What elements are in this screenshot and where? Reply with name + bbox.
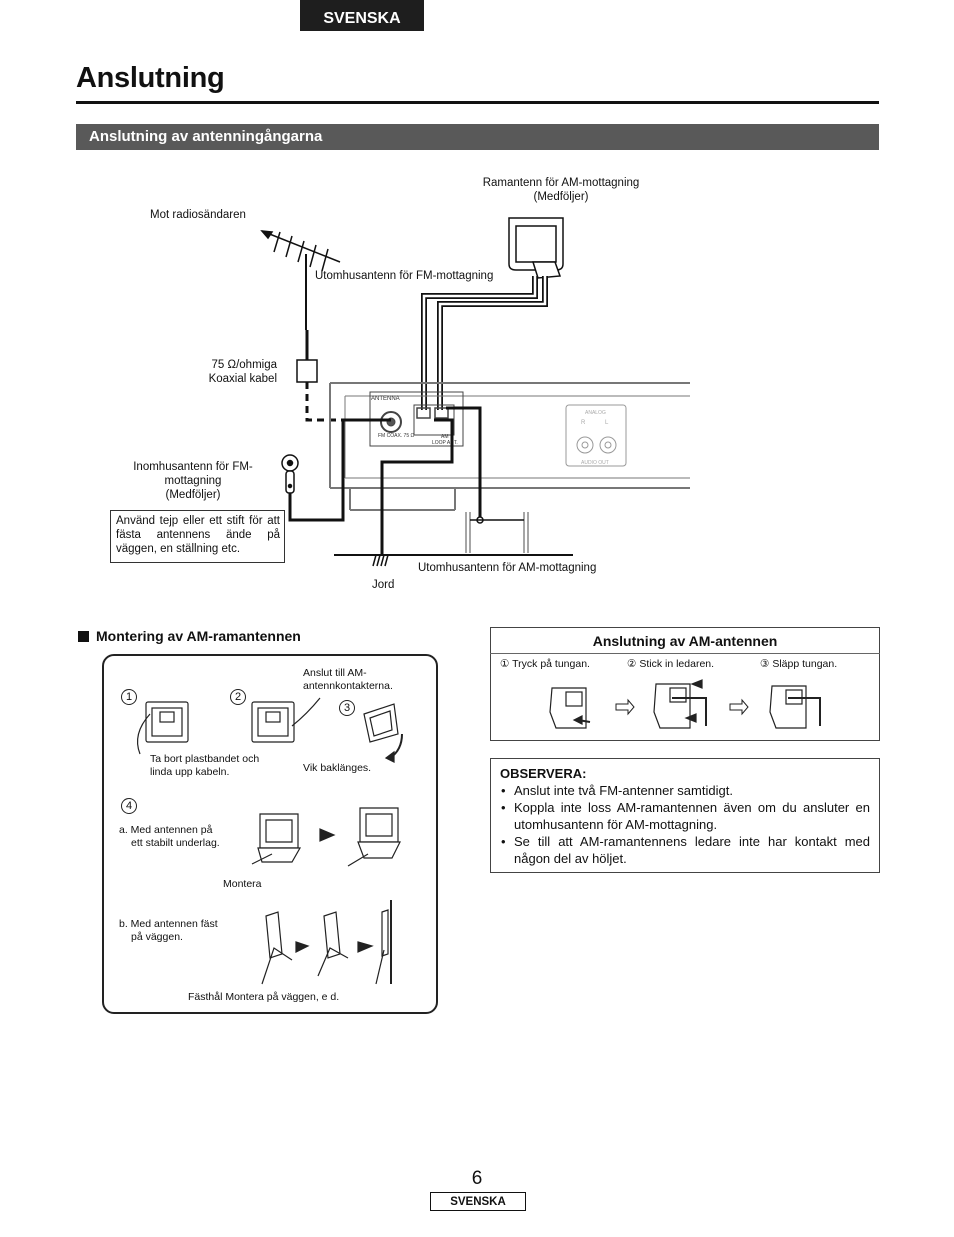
remove-band-label: Ta bort plastbandet och linda upp kabeln.	[150, 753, 260, 778]
connect-terminals-label: Anslut till AM- antennkontakterna.	[303, 667, 393, 692]
am-connection-illustrations	[490, 672, 880, 738]
panel-l-label: L	[605, 420, 609, 426]
am-connection-heading: Anslutning av AM-antennen	[490, 627, 880, 654]
mount-label: Montera	[223, 878, 262, 890]
step-3-marker: 3	[339, 700, 355, 716]
outdoor-fm-antenna-label: Utomhusantenn för FM-mottagning	[315, 270, 494, 282]
toward-station-label: Mot radiosändaren	[150, 209, 246, 221]
option-b-label: b. Med antennen fäst på väggen.	[119, 918, 218, 943]
language-tab: SVENSKA	[300, 0, 424, 31]
page-number: 6	[471, 1168, 483, 1189]
outdoor-am-antenna-icon	[466, 512, 528, 553]
panel-audio-out-label: AUDIO OUT	[581, 460, 609, 466]
panel-am-label: AM	[441, 434, 449, 440]
mounting-heading: Montering av AM-ramantennen	[78, 628, 301, 644]
am-loop-antenna-label: Ramantenn för AM-mottagning (Medföljer)	[482, 177, 640, 203]
outdoor-am-antenna-label: Utomhusantenn för AM-mottagning	[418, 562, 597, 574]
page-title: Anslutning	[76, 62, 225, 94]
panel-loop-label: LOOP ANT.	[432, 440, 458, 446]
observe-item: • Se till att AM-ramantennens ledare inte har kontakt med någon del av höljet.	[500, 833, 870, 867]
observe-item: • Anslut inte två FM-antenner samtidigt.	[500, 782, 870, 799]
option-a-label: a. Med antennen på ett stabilt underlag.	[119, 824, 220, 849]
indoor-fm-antenna-label: Inomhusantenn för FM- mottagning (Medföljer)	[133, 461, 253, 501]
observe-title: OBSERVERA:	[500, 766, 587, 781]
step-2-marker: 2	[230, 689, 246, 705]
panel-r-label: R	[581, 420, 586, 426]
wall-hole-label: Fästhål Montera på väggen, e d.	[188, 991, 340, 1003]
square-bullet-icon	[78, 631, 89, 642]
observe-box	[490, 758, 880, 873]
coax-plug-icon	[297, 360, 317, 382]
am-step-1-label: ① Tryck på tungan.	[500, 658, 590, 670]
am-loop-antenna-icon	[509, 218, 563, 278]
panel-analog-label: ANALOG	[585, 410, 606, 416]
footer-language-tab: SVENSKA	[430, 1192, 526, 1211]
am-step-3-label: ③ Släpp tungan.	[760, 658, 838, 670]
section-heading: Anslutning av antenningångarna	[76, 124, 879, 150]
panel-fm-coax-label: FM COAX. 75 Ω	[378, 433, 415, 439]
step-1-marker: 1	[121, 689, 137, 705]
ground-label: Jord	[372, 579, 395, 591]
title-divider	[76, 101, 879, 104]
indoor-fm-antenna-icon	[282, 455, 298, 493]
observe-item: • Koppla inte loss AM-ramantennen även om du ansluter en utomhusantenn för AM-mottagning.	[500, 799, 870, 833]
bend-back-label: Vik baklänges.	[303, 762, 372, 774]
step-4-marker: 4	[121, 798, 137, 814]
panel-antenna-label: ANTENNA	[371, 396, 400, 402]
coax-cable-label: 75 Ω/ohmiga Koaxial kabel	[208, 359, 277, 385]
tape-note: Använd tejp eller ett stift för att fästa antennens ände på väggen, en ställning etc.	[110, 510, 285, 563]
am-step-2-label: ② Stick in ledaren.	[627, 658, 715, 670]
